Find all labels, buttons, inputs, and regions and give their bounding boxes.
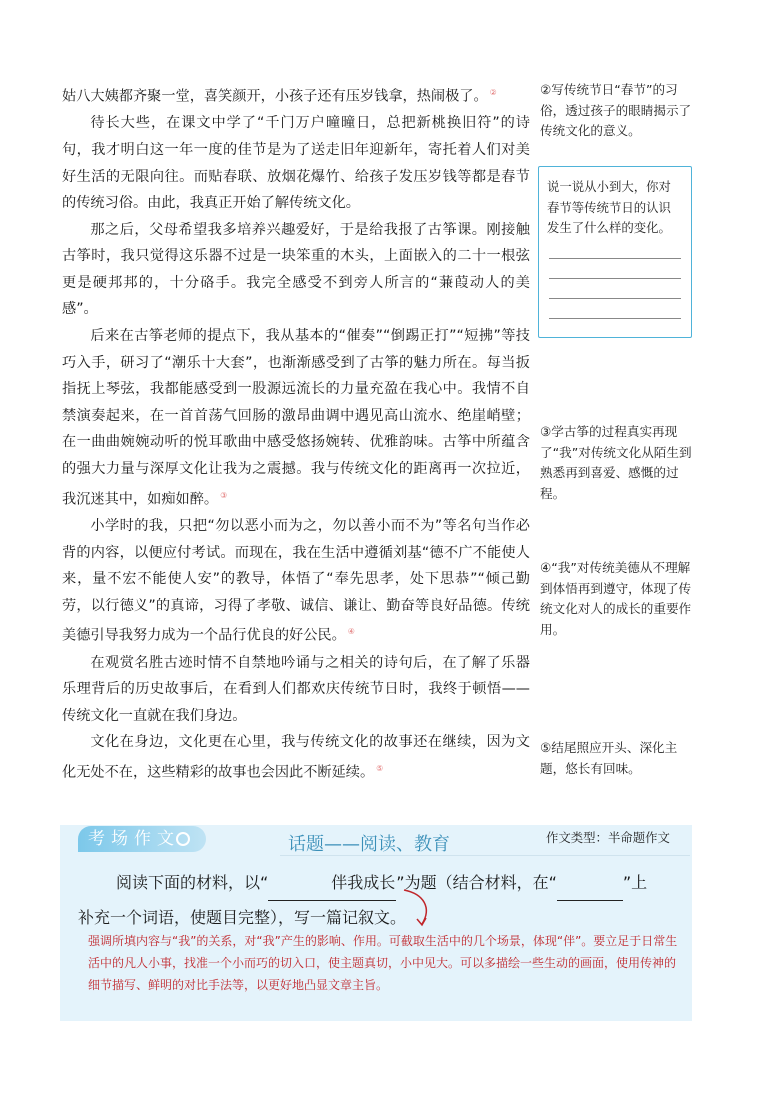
annotation-arrow-icon	[398, 888, 438, 932]
paragraph: 在观赏名胜古迹时情不自禁地吟诵与之相关的诗句后，在了解了乐器乐理背后的历史故事后，在看到人们都欢庆传统节日时，我终于顿悟——传统文化一直就在我们身边。	[62, 654, 530, 724]
footnote-marker: ④	[347, 627, 355, 637]
paragraph-text: 文化在身边，文化更在心里，我与传统文化的故事还在继续，因为文化无处不在，这些精彩的故事也会因此不断延续。	[62, 734, 530, 781]
footnote-marker: ⑤	[376, 764, 384, 774]
circle-icon	[176, 832, 190, 846]
prompt-text: 阅读下面的材料，以“	[116, 873, 269, 892]
margin-note-3: ③学古筝的过程真实再现了“我”对传统文化从陌生到熟悉再到喜爱、感慨的过程。	[540, 424, 692, 501]
exam-tag-label: 考场作文	[88, 829, 180, 849]
prompt-text: 补充一个词语，使题目完整），写一篇记叙文。	[78, 908, 407, 927]
margin-note-4: ④“我”对传统美德从不理解到体悟再到遵守，体现了传统文化对人的成长的重要作用。	[540, 560, 692, 637]
paragraph-text: 姑八大姨都齐聚一堂，喜笑颜开，小孩子还有压岁钱拿，热闹极了。	[62, 88, 488, 105]
paragraph-text: 后来在古筝老师的提点下，我从基本的“催奏”“倒踢正打”“短拂”等技巧入手，研习了“潮乐十大套”，也渐渐感受到了古筝的魅力所在。每当扳指抚上琴弦，我都能感受到一股源远流长的力量充盈在我心中。我情不自禁演奏起来，在一首首荡气回肠的激昂曲调中遇见高山流水、绝崖峭壁；在一曲曲婉婉动听的悦耳歌曲中感受悠扬婉转、优雅韵味。古筝中所蕴含的强大力量与深厚文化让我为之震撼。我与传统文化的距离再一次拉近，我沉迷其中，如痴如醉。	[62, 328, 530, 508]
title-blank	[268, 866, 396, 901]
prompt-text: ”上	[622, 873, 648, 892]
topic-heading: 话题——阅读、教育	[288, 834, 450, 855]
paragraph: 待长大些，在课文中学了“千门万户曈曈日，总把新桃换旧符”的诗句，我才明白这一年一度的佳节是为了送走旧年迎新年，寄托着人们对美好生活的无限向往。而贴春联、放烟花爆竹、给孩子发压岁钱等都是春节的传统习俗。由此，我真正开始了解传统文化。	[62, 115, 530, 212]
answer-line[interactable]	[549, 299, 681, 319]
exam-tag	[78, 826, 206, 852]
answer-line[interactable]	[549, 279, 681, 299]
paragraph-text: 小学时的我，只把“勿以恶小而为之，勿以善小而不为”等名句当作必背的内容，以便应付考试。而现在，我在生活中遵循刘基“德不广不能使人来，量不宏不能使人安”的教导，体悟了“奉先思孝，处下思恭”“倾己勤劳，以行德义”的真谛，习得了孝敬、诚信、谦让、勤奋等良好品德。传统美德引导我努力成为一个品行优良的好公民。	[62, 517, 530, 645]
margin-note-5: ⑤结尾照应开头、深化主题，悠长有回味。	[540, 740, 678, 776]
prompt-text: ”为题（结合材料，在“	[396, 873, 557, 892]
essay-type: 作文类型：半命题作文	[546, 830, 670, 845]
answer-line[interactable]	[549, 239, 681, 259]
paragraph	[62, 80, 530, 110]
discussion-box	[538, 166, 692, 338]
essay-body	[62, 80, 530, 786]
footnote-marker: ③	[220, 490, 228, 500]
answer-line[interactable]	[549, 259, 681, 279]
paragraph	[62, 513, 530, 650]
discussion-prompt: 说一说从小到大，你对春节等传统节日的认识发生了什么样的变化。	[547, 179, 671, 235]
writing-hint: 强调所填内容与“我”的关系，对“我”产生的影响、作用。可截取生活中的几个场景，体现“伴”。要立足于日常生活中的凡人小事，找准一个小而巧的切入口，使主题真切，小中见大。可以多描绘一些生动的画面，使用传神的细节描写、鲜明的对比手法等，以更好地凸显文章主旨。	[88, 934, 678, 992]
divider	[280, 855, 690, 856]
margin-note-2: ②写传统节日“春节”的习俗，透过孩子的眼睛揭示了传统文化的意义。	[540, 82, 692, 138]
paragraph: 那之后，父母希望我多培养兴趣爱好，于是给我报了古筝课。刚接触古筝时，我只觉得这乐器不过是一块笨重的木头，上面嵌入的二十一根弦更是硬邦邦的，十分硌手。我完全感受不到旁人所言的“蒹葭动人的美感”。	[62, 221, 530, 318]
blank-fill-text: 伴我成长	[331, 873, 396, 892]
word-blank	[557, 866, 623, 901]
essay-prompt	[78, 866, 678, 935]
footnote-marker: ②	[489, 88, 497, 97]
paragraph	[62, 323, 530, 513]
paragraph	[62, 729, 530, 786]
